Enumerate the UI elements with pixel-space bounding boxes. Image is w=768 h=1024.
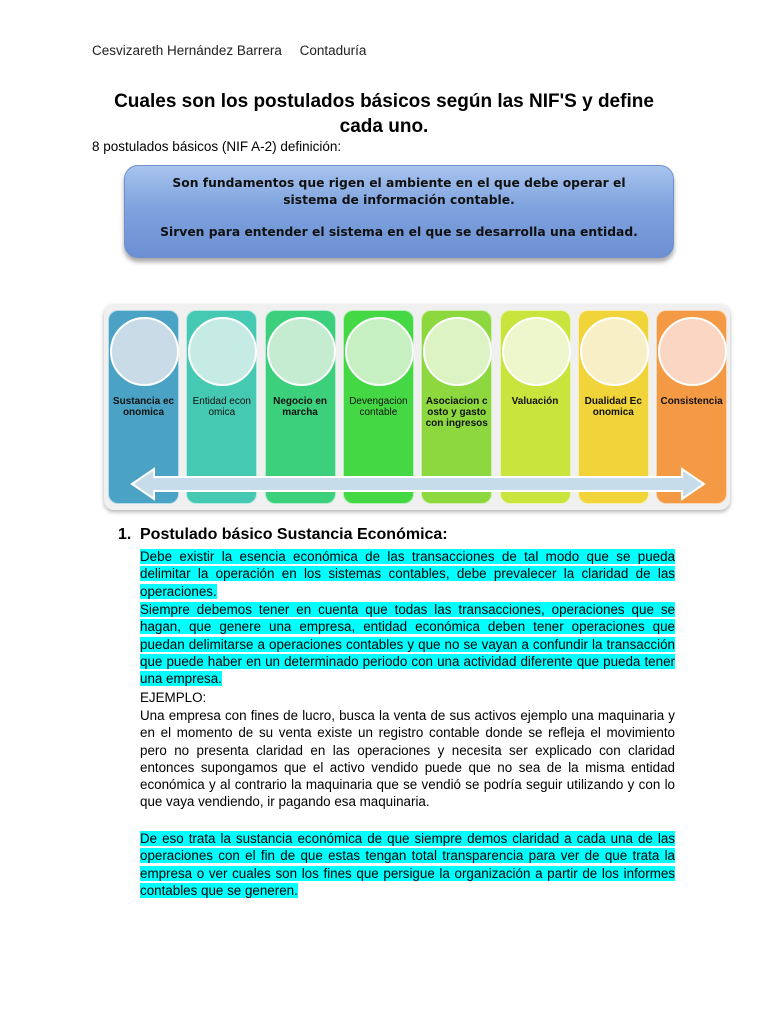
highlighted-text: Debe existir la esencia económica de las transacciones de tal modo que se pueda delimitar la operación en los sistemas contables, debe prevalecer la claridad de las operaciones.: [140, 549, 675, 599]
author-name: Cesvizareth Hernández Barrera: [92, 43, 282, 58]
document-header: [92, 43, 366, 58]
postulate-label: Devengacion contable: [349, 396, 408, 418]
circle-icon: [345, 317, 414, 386]
definition-box: [124, 165, 674, 258]
circle-icon: [502, 317, 571, 386]
section-1-title: [118, 526, 448, 544]
circle-icon: [658, 317, 727, 386]
postulate-label: Sustancia economica: [112, 396, 175, 418]
double-arrow-icon: [130, 467, 706, 501]
example-paragraph: Una empresa con fines de lucro, busca la venta de sus activos ejemplo una maquinaria y en el momento de su venta existe un registro contable donde se refleja el movimiento pero no presenta claridad en las operaciones y necesita ser explicado con claridad entonces supongamos que el activo vendido puede que no sea de la misma entidad económica y al contrario la maquinaria que se vendió se podría seguir utilizando y con lo que vaya vendiendo, ir pagando esa maquinaria.: [140, 708, 675, 810]
definition-line-1: Son fundamentos que rigen el ambiente en el que debe operar el: [172, 176, 626, 190]
highlighted-text: Siempre debemos tener en cuenta que todas las transacciones, operaciones que se hagan, que genere una empresa, entidad económica deben tener operaciones que puedan delimitarse a operaciones contables y que no se vayan a confundir la transacción que puede haber en un determinado periodo con una actividad diferente que pueda tener una empresa.: [140, 602, 675, 687]
circle-icon: [267, 317, 336, 386]
circle-icon: [423, 317, 492, 386]
postulate-label: Consistencia: [660, 396, 723, 407]
department-name: Contaduría: [299, 43, 367, 58]
circle-icon: [580, 317, 649, 386]
postulate-label: Valuación: [511, 396, 559, 407]
circle-icon: [188, 317, 257, 386]
section-1-number: 1.: [118, 526, 132, 543]
definition-line-2: sistema de información contable.: [283, 193, 515, 207]
highlighted-text: De eso trata la sustancia económica de que siempre demos claridad a cada una de las operaciones con el fin de que estas tengan total transparencia para ver de que trata la empresa o ver cuales son los fines que persigue la organización a partir de los informes contables que se generen.: [140, 831, 675, 898]
postulate-label: Entidad economica: [192, 396, 251, 418]
circle-icon: [110, 317, 179, 386]
conclusion-paragraph: [140, 830, 675, 899]
definition-line-3: Sirven para entender el sistema en el que se desarrolla una entidad.: [160, 225, 638, 239]
postulate-label: Dualidad Economica: [584, 396, 642, 418]
document-title: Cuales son los postulados básicos según las NIF'S y define cada uno.: [114, 91, 654, 137]
postulate-label: Negocio en marcha: [273, 396, 328, 418]
section-1-paragraph-2: [140, 601, 675, 687]
subtitle: 8 postulados básicos (NIF A-2) definición:: [92, 139, 342, 154]
section-1-paragraph-1: [140, 548, 675, 600]
postulate-label: Asociacion costo y gasto con ingresos: [425, 396, 488, 429]
example-label: EJEMPLO:: [140, 690, 207, 705]
section-1-heading: Postulado básico Sustancia Económica:: [140, 526, 448, 543]
